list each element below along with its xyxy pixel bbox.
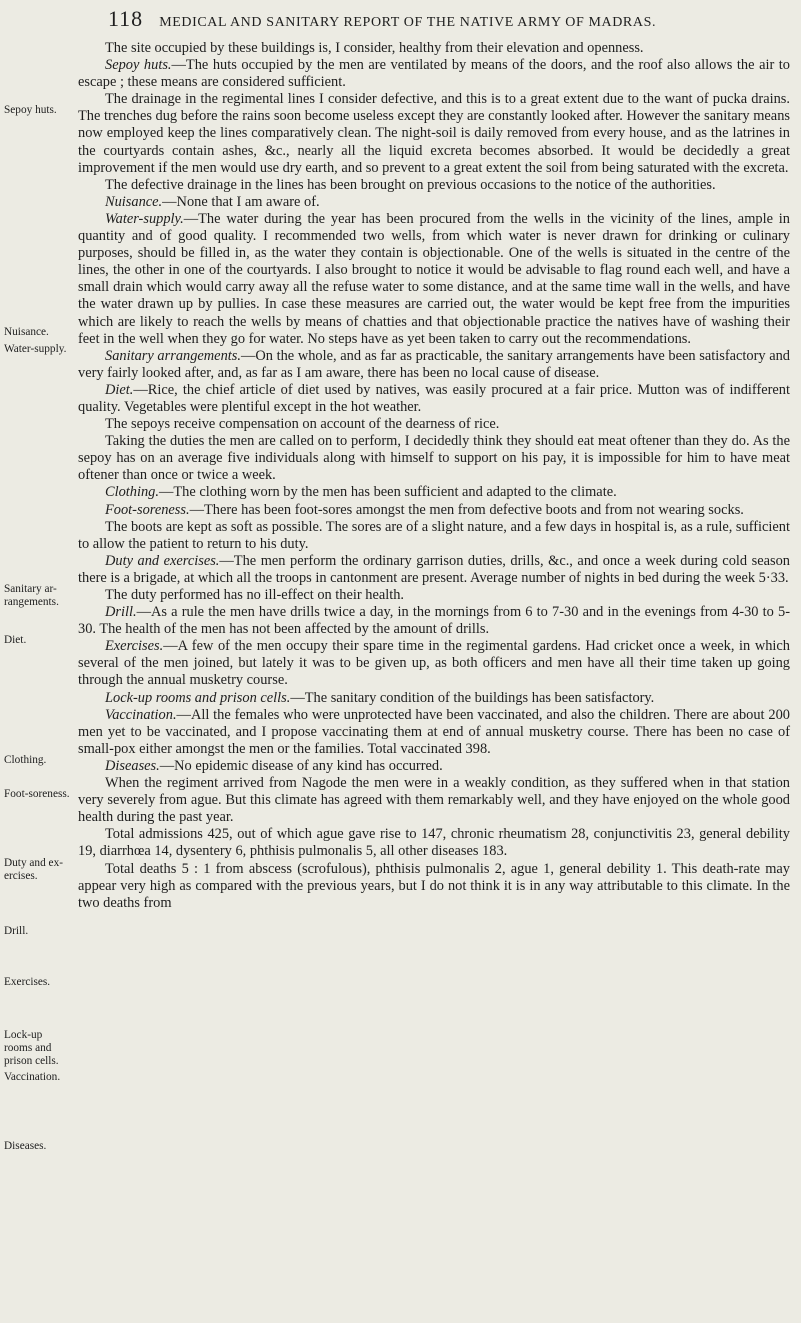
paragraph-nuisance: Nuisance.—None that I am aware of.	[105, 193, 320, 210]
paragraph-heading: Diet.	[105, 381, 134, 398]
margin-note-diet: Diet.	[4, 634, 27, 646]
running-title: MEDICAL AND SANITARY REPORT OF THE NATIVE ARMY OF MADRAS.	[159, 15, 657, 30]
paragraph-regiment-arrived: When the regiment arrived from Nagode the men were in a weakly condition, as they suffered when in that station very severely from ague. But this climate has agreed with them remarkably well, and they have enjoyed on the whole good health during the past year.	[78, 775, 790, 826]
paragraph-boots: The boots are kept as soft as possible. The sores are of a slight nature, and a few days in hospital is, as a rule, sufficient to allow the patient to return to his duty.	[78, 518, 790, 552]
paragraph-meat: Taking the duties the men are called on to perform, I decidedly think they should eat meat oftener than they do. As the sepoy has on an average five individuals along with himself to support on his pay, it is impossible for him to have meat oftener than once or twice a week.	[78, 433, 790, 484]
margin-note-vaccination: Vaccination.	[4, 1071, 61, 1083]
paragraph-sepoys-compensation: The sepoys receive compensation on account of the dearness of rice.	[105, 416, 500, 433]
paragraph-duty-health: The duty performed has no ill-effect on their health.	[105, 587, 405, 603]
paragraph-heading: Exercises.	[105, 638, 164, 655]
margin-note-exercises: Exercises.	[4, 976, 51, 988]
paragraph-defective-drainage: The defective drainage in the lines has been brought on previous occasions to the notice of the authorities.	[105, 176, 716, 193]
paragraph-heading: Sepoy huts.	[105, 57, 172, 74]
margin-note-diseases: Diseases.	[4, 1140, 47, 1152]
paragraph-lockup: Lock-up rooms and prison cells.—The sanitary condition of the buildings has been satisfactory.	[105, 689, 655, 706]
paragraph-foot-soreness: Foot-soreness.—There has been foot-sores amongst the men from defective boots and from not wearing socks.	[105, 501, 744, 518]
paragraph-heading: Duty and exercises.	[105, 552, 220, 569]
margin-note-foot-soreness: Foot-soreness.	[4, 788, 70, 800]
margin-notes	[0, 0, 76, 1323]
paragraph-diseases: Diseases.—No epidemic disease of any kind has occurred.	[105, 757, 443, 774]
body-text	[78, 40, 790, 912]
margin-note-clothing: Clothing.	[4, 754, 47, 766]
margin-note-duty-exercises: Duty and ex- ercises.	[4, 857, 63, 882]
margin-note-drill: Drill.	[4, 925, 29, 937]
paragraph-admissions: Total admissions 425, out of which ague gave rise to 147, chronic rheumatism 28, conjunctivitis 23, general debility 19, diarrhœa 14, dysentery 6, phthisis pulmonalis 5, all other diseases 183.	[78, 826, 790, 860]
paragraph-drainage: The drainage in the regimental lines I consider defective, and this is to a great extent due to the want of pucka drains. The trenches dug before the rains soon become useless except they are constantly looked after. However the sanitary means now employed keep the lines comparatively clean. The night-soil is daily removed from every house, and as the latrines in the courtyards contain ashes, &c., nearly all the liquid excreta becomes absorbed. It would be decidedly a great improvement if the men would use dry earth, and so prevent to a great extent the soil from being saturated with the excreta.	[78, 91, 790, 176]
paragraph-duty-exercises: Duty and exercises.—The men perform the ordinary garrison duties, drills, &c., and once a week during cold season there is a brigade, at which all the troops in cantonment are present. Average number of nights in bed during the week 5·33.	[78, 552, 790, 586]
page-number: 118	[108, 6, 144, 31]
paragraph-deaths: Total deaths 5 : 1 from abscess (scrofulous), phthisis pulmonalis 2, ague 1, general debility 1. This death-rate may appear very high as compared with the previous years, but I do not think it is in any way attributable to this climate. In the two deaths from	[78, 860, 790, 911]
paragraph-heading: Nuisance.	[105, 193, 163, 210]
paragraph-heading: Sanitary arrangements.	[105, 347, 241, 364]
paragraph-heading: Diseases.	[105, 757, 160, 774]
paragraph-drill: Drill.—As a rule the men have drills twice a day, in the mornings from 6 to 7-30 and in the evenings from 4-30 to 5-30. The health of the men has not been affected by the amount of drills.	[78, 604, 790, 638]
margin-note-sepoy-huts: Sepoy huts.	[4, 104, 57, 116]
margin-note-sanitary-arrangements: Sanitary ar- rangements.	[4, 583, 59, 608]
margin-note-water-supply: Water-supply.	[4, 343, 67, 355]
margin-note-lockup: Lock-up rooms and prison cells.	[4, 1029, 59, 1067]
paragraph-heading: Clothing.	[105, 484, 159, 501]
paragraph-sepoy-huts: Sepoy huts.—The huts occupied by the men are ventilated by means of the doors, and the roof also allows the air to escape ; these means are considered sufficient.	[78, 57, 791, 91]
paragraph-heading: Drill.	[105, 604, 137, 621]
paragraph-heading: Vaccination.	[105, 706, 177, 723]
running-head	[108, 6, 656, 36]
paragraph-diet: Diet.—Rice, the chief article of diet used by natives, was easily procured at a fair price. Mutton was of indifferent quality. Vegetables were plentiful except in the hot weather.	[78, 381, 790, 415]
margin-note-nuisance: Nuisance.	[4, 326, 49, 338]
paragraph-water-supply: Water-supply.—The water during the year has been procured from the wells in the vicinity of the lines, ample in quantity and of good quality. I recommended two wells, from which water is never drawn for drinking or culinary purposes, should be filled in, as the water they contain is objectionable. One of the wells is situated in the centre of the lines, the other in one of the courtyards. I also brought to notice it would be advisable to flag round each well, and have a small drain which would carry away all the refuse water to some distance, and at the same time wall in the wells, and have the water drawn up by pullies. In case these measures are carried out, the water would be kept free from the impurities which are likely to reach the wells by means of chatties and that objectionable practice the natives have of washing their feet in the well when they go for water. No steps have as yet been taken to carry out the recommendations.	[78, 210, 790, 347]
paragraph-heading: Foot-soreness.	[105, 501, 190, 518]
paragraph-heading: Lock-up rooms and prison cells.	[105, 689, 291, 706]
paragraph-clothing: Clothing.—The clothing worn by the men has been sufficient and adapted to the climate.	[105, 484, 617, 501]
paragraph-vaccination: Vaccination.—All the females who were unprotected have been vaccinated, and also the children. There are about 200 men yet to be vaccinated, and I propose vaccinating them at end of annual musketry course. There has been no case of small-pox either amongst the men or the families. Total vaccinated 398.	[78, 706, 790, 757]
paragraph-sanitary-arrangements: Sanitary arrangements.—On the whole, and as far as practicable, the sanitary arrangements have been satisfactory and very fairly looked after, and, as far as I am aware, there has been no local cause of disease.	[78, 347, 790, 381]
paragraph-site: The site occupied by these buildings is, I consider, healthy from their elevation and openness.	[105, 40, 644, 56]
paragraph-exercises: Exercises.—A few of the men occupy their spare time in the regimental gardens. Had cricket once a week, in which several of the men joined, but lately it was to be given up, as both officers and men have all their time taken up going through the annual musketry course.	[78, 638, 790, 689]
paragraph-heading: Water-supply.	[105, 210, 184, 227]
